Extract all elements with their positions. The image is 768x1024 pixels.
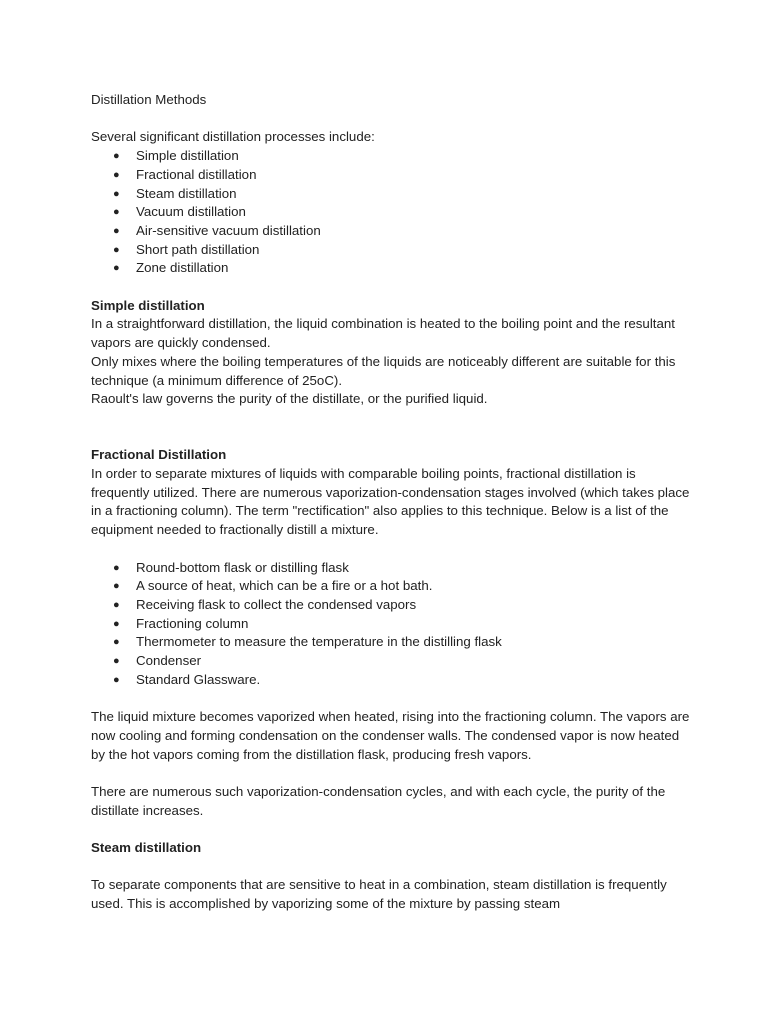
- list-item: ● Zone distillation: [91, 259, 691, 278]
- spacer: [91, 278, 691, 297]
- list-item: ● Condenser: [91, 652, 691, 671]
- document-page: [91, 91, 691, 914]
- section-heading-steam: Steam distillation: [91, 840, 202, 856]
- section-heading-fractional: Fractional Distillation: [91, 447, 227, 463]
- list-item: ● Simple distillation: [91, 147, 691, 166]
- intro-text: Several significant distillation processes include:: [91, 129, 375, 145]
- bullet-icon: ●: [113, 617, 120, 630]
- fractional-paragraph-1: In order to separate mixtures of liquids with comparable boiling points, fractional distillation is frequently utilized. There are numerous vaporization-condensation stages involved (which takes place in a fractioning column). The term "rectification" also applies to this technique. Below is a list of the equipment needed to fractionally distill a mixture.: [91, 466, 690, 538]
- section-heading-simple: Simple distillation: [91, 297, 205, 313]
- spacer: [91, 110, 691, 129]
- spacer: [91, 689, 691, 708]
- list-item: ● Round-bottom flask or distilling flask: [91, 559, 691, 578]
- bullet-icon: ●: [113, 673, 120, 686]
- simple-paragraph-1: In a straightforward distillation, the liquid combination is heated to the boiling point and the resultant vapors are quickly condensed.: [91, 316, 675, 351]
- spacer: [91, 820, 691, 839]
- steam-paragraph-1: To separate components that are sensitive to heat in a combination, steam distillation is frequently used. This is accomplished by vaporizing some of the mixture by passing steam: [91, 877, 667, 912]
- bullet-icon: ●: [113, 206, 120, 219]
- bullet-icon: ●: [113, 262, 120, 275]
- equipment-list: [91, 559, 691, 690]
- spacer: [91, 764, 691, 783]
- list-item: ● Receiving flask to collect the condensed vapors: [91, 596, 691, 615]
- list-item: ● A source of heat, which can be a fire or a hot bath.: [91, 577, 691, 596]
- list-item: ● Air-sensitive vacuum distillation: [91, 222, 691, 241]
- bullet-icon: ●: [113, 243, 120, 256]
- fractional-paragraph-2: The liquid mixture becomes vaporized when heated, rising into the fractioning column. The vapors are now cooling and forming condensation on the condenser walls. The condensed vapor is now heated by the hot vapors coming from the distillation flask, producing fresh vapors.: [91, 709, 690, 762]
- bullet-icon: ●: [113, 636, 120, 649]
- list-item: ● Thermometer to measure the temperature in the distilling flask: [91, 633, 691, 652]
- bullet-icon: ●: [113, 561, 120, 574]
- bullet-icon: ●: [113, 187, 120, 200]
- list-item: ● Steam distillation: [91, 185, 691, 204]
- spacer: [91, 409, 691, 446]
- list-item: ● Standard Glassware.: [91, 671, 691, 690]
- document-title: Distillation Methods: [91, 92, 207, 107]
- bullet-icon: ●: [113, 168, 120, 181]
- bullet-icon: ●: [113, 150, 120, 163]
- bullet-icon: ●: [113, 224, 120, 237]
- bullet-icon: ●: [113, 580, 120, 593]
- list-item: ● Fractional distillation: [91, 166, 691, 185]
- bullet-icon: ●: [113, 598, 120, 611]
- list-item: ● Vacuum distillation: [91, 203, 691, 222]
- bullet-icon: ●: [113, 655, 120, 668]
- simple-paragraph-2: Only mixes where the boiling temperatures of the liquids are noticeably different are suitable for this technique (a minimum difference of 25oC).: [91, 353, 676, 388]
- fractional-paragraph-3: There are numerous such vaporization-condensation cycles, and with each cycle, the purity of the distillate increases.: [91, 783, 666, 818]
- list-item: ● Fractioning column: [91, 615, 691, 634]
- list-item: ● Short path distillation: [91, 241, 691, 260]
- methods-list: [91, 147, 691, 278]
- spacer: [91, 858, 691, 877]
- simple-paragraph-3: Raoult's law governs the purity of the distillate, or the purified liquid.: [91, 391, 488, 407]
- spacer: [91, 540, 691, 559]
